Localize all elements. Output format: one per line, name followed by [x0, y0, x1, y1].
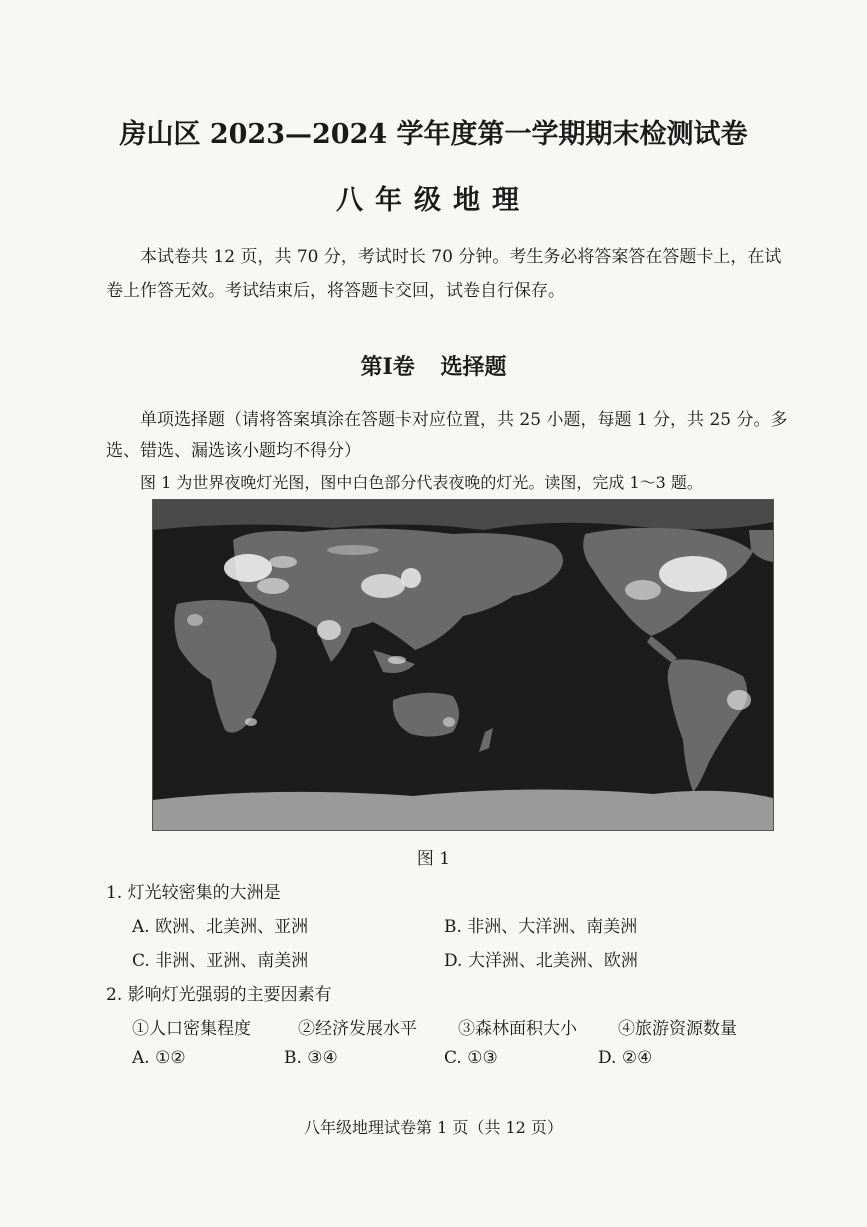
section-instructions: 单项选择题（请将答案填涂在答题卡对应位置，共 25 小题，每题 1 分，共 25 分。多选、错选、漏选该小题均不得分）	[106, 410, 788, 461]
question-2-option-a: A. ①②	[132, 1048, 186, 1068]
question-2-option-c: C. ①③	[444, 1048, 498, 1068]
question-2-option-b: B. ③④	[284, 1048, 338, 1068]
map-svg	[153, 500, 773, 830]
question-2-option-d: D. ②④	[598, 1048, 653, 1068]
question-1-option-a: A. 欧洲、北美洲、亚洲	[132, 917, 309, 937]
figure-caption: 图 1	[416, 849, 451, 869]
question-2-stem: 2. 影响灯光强弱的主要因素有	[106, 985, 332, 1005]
section-title: 第Ⅰ卷 选择题	[360, 354, 507, 380]
question-1-option-c: C. 非洲、亚洲、南美洲	[132, 951, 309, 971]
page-footer: 八年级地理试卷第 1 页（共 12 页）	[304, 1118, 563, 1137]
question-2-factor-2: ②经济发展水平	[298, 1019, 417, 1039]
question-1-option-b: B. 非洲、大洋洲、南美洲	[444, 917, 638, 937]
antarctica-land	[153, 789, 773, 830]
question-2-factor-1: ①人口密集程度	[132, 1019, 251, 1039]
question-2-factor-3: ③森林面积大小	[458, 1019, 577, 1039]
world-night-lights-map	[152, 499, 774, 831]
exam-intro: 本试卷共 12 页，共 70 分，考试时长 70 分钟。考生务必将答案答在答题卡上，在试卷上作答无效。考试结束后，将答题卡交回，试卷自行保存。	[106, 247, 782, 301]
question-2-factor-4: ④旅游资源数量	[618, 1019, 737, 1039]
question-1-stem: 1. 灯光较密集的大洲是	[106, 883, 281, 903]
question-1-option-d: D. 大洋洲、北美洲、欧洲	[444, 951, 638, 971]
figure-intro: 图 1 为世界夜晚灯光图，图中白色部分代表夜晚的灯光。读图，完成 1～3 题。	[140, 473, 703, 492]
exam-title: 房山区 2023—2024 学年度第一学期期末检测试卷	[119, 119, 748, 150]
exam-subtitle: 八年级地理	[336, 185, 531, 216]
